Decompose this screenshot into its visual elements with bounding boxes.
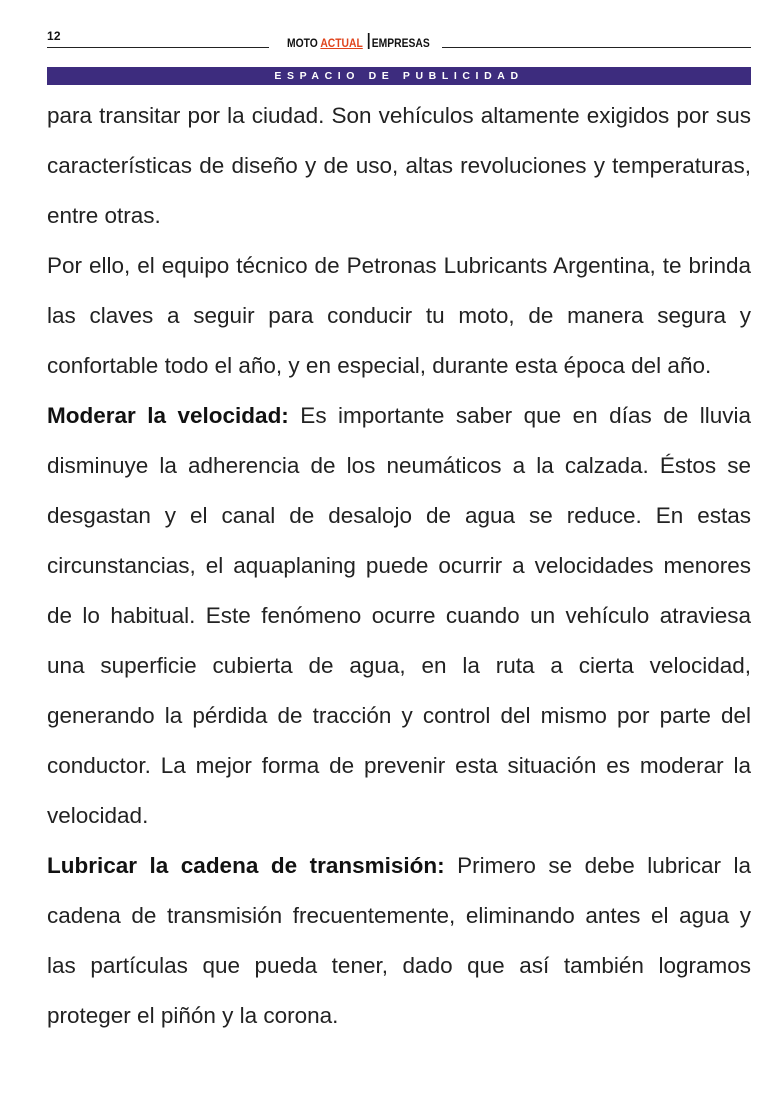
- article-body: [47, 91, 751, 1041]
- logo-empresas: EMPRESAS: [371, 36, 430, 50]
- advertising-banner: ESPACIO DE PUBLICIDAD: [47, 67, 751, 85]
- logo-actual: ACTUAL: [320, 36, 363, 50]
- article-paragraph: [47, 841, 751, 1041]
- paragraph-text: Primero se debe lubricar la cadena de transmisión frecuentemente, eliminando antes el agua y las partículas que pueda tener, dado que así también logramos proteger el piñón y la corona.: [47, 853, 751, 1028]
- logo-separator: [368, 33, 369, 49]
- page-number: 12: [47, 29, 61, 43]
- paragraph-lead: Moderar la velocidad:: [47, 403, 289, 428]
- logo-moto: MOTO: [287, 36, 318, 50]
- paragraph-lead: Lubricar la cadena de transmisión:: [47, 853, 445, 878]
- paragraph-text: Es importante saber que en días de lluvia disminuye la adherencia de los neumáticos a la calzada. Éstos se desgastan y el canal de desalojo de agua se reduce. En estas circunstancias, el aquaplaning puede ocurrir a velocidades menores de lo habitual. Este fenómeno ocurre cuando un vehículo atraviesa una superficie cubierta de agua, en la ruta a cierta velocidad, generando la pérdida de tracción y control del mismo por parte del conductor. La mejor forma de prevenir esta situación es moderar la velocidad.: [47, 403, 751, 828]
- header-rule-right: [442, 47, 751, 48]
- article-paragraph: [47, 391, 751, 841]
- article-paragraph: [47, 241, 751, 391]
- paragraph-text: para transitar por la ciudad. Son vehículos altamente exigidos por sus características de diseño y de uso, altas revoluciones y temperaturas, entre otras.: [47, 103, 751, 228]
- article-paragraph: [47, 91, 751, 241]
- header-rule-left: [47, 47, 269, 48]
- publication-logo: [287, 33, 430, 49]
- paragraph-text: Por ello, el equipo técnico de Petronas Lubricants Argentina, te brinda las claves a seguir para conducir tu moto, de manera segura y confortable todo el año, y en especial, durante esta época del año.: [47, 253, 751, 378]
